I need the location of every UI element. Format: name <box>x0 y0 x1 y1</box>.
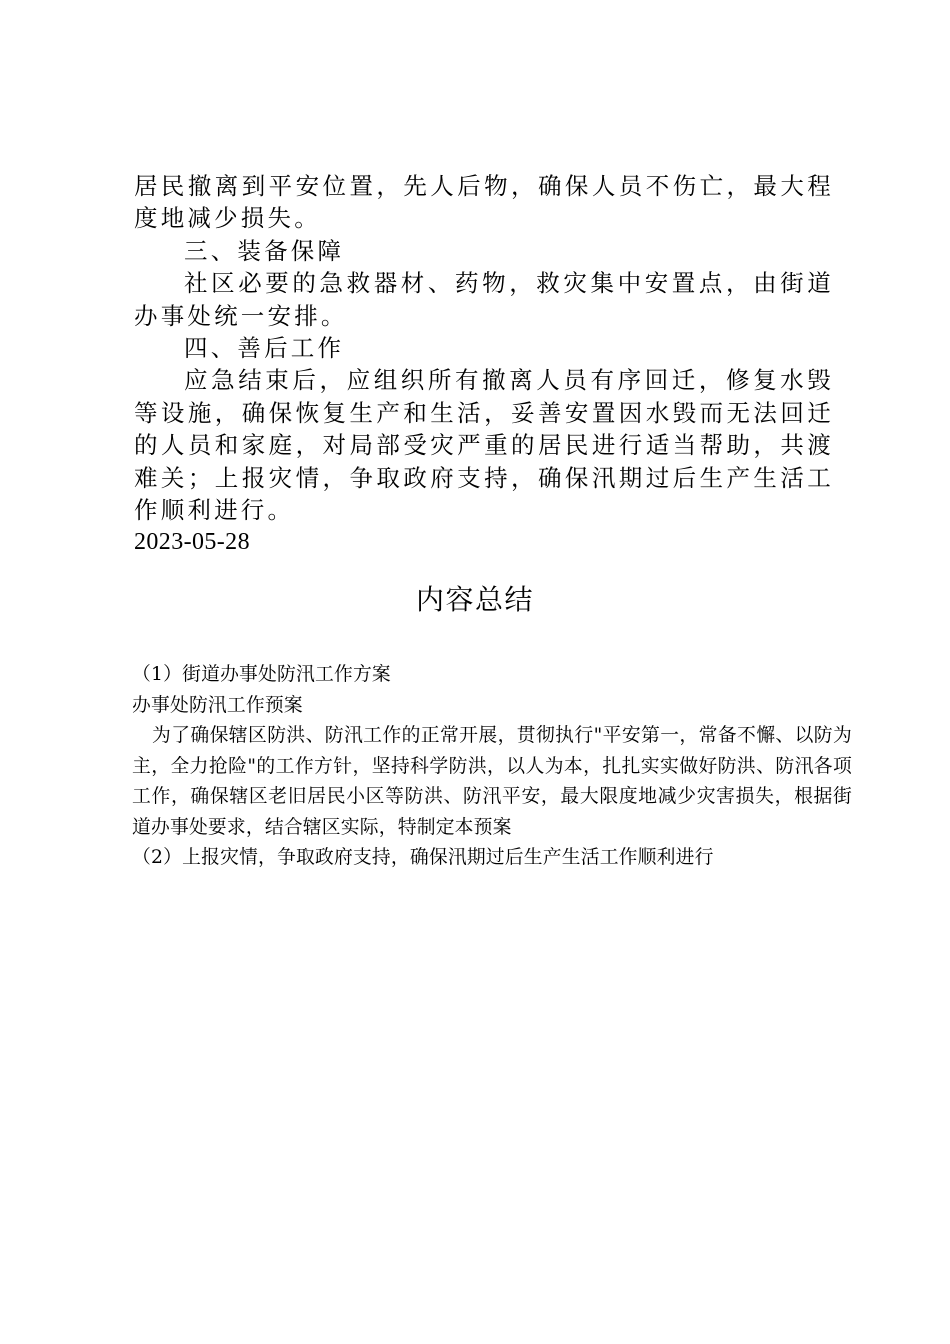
summary-item-1-subtitle: 办事处防汛工作预案 <box>132 694 303 716</box>
summary-item-1: （1）街道办事处防汛工作方案 <box>132 664 391 685</box>
section-heading-equipment: 三、装备保障 <box>184 236 345 265</box>
paragraph-equipment: 社区必要的急救器材、药物，救灾集中安置点，由街道办事处统一安排。 <box>134 269 834 330</box>
summary-item-1-paragraph: 为了确保辖区防洪、防汛工作的正常开展，贯彻执行"平安第一，常备不懈、以防为主，全力抢险"的工作方针，坚持科学防洪，以人为本，扎扎实实做好防洪、防汛各项工作，确保辖区老旧居民小区等防洪、防汛平安，最大限度地减少灾害损失，根据街道办事处要求，结合辖区实际，特制定本预案 <box>132 725 852 838</box>
summary-section <box>132 660 852 874</box>
document-body <box>134 170 834 559</box>
document-date: 2023-05-28 <box>134 529 250 556</box>
paragraph-aftermath: 应急结束后，应组织所有撤离人员有序回迁，修复水毁等设施，确保恢复生产和生活，妥善安置因水毁而无法回迁的人员和家庭，对局部受灾严重的居民进行适当帮助，共渡难关；上报灾情，争取政府支持，确保汛期过后生产生活工作顺利进行。 <box>134 366 834 525</box>
summary-item-2: （2）上报灾情，争取政府支持，确保汛期过后生产生活工作顺利进行 <box>132 847 714 868</box>
paragraph-evacuation: 居民撤离到平安位置，先人后物，确保人员不伤亡，最大程度地减少损失。 <box>134 172 834 233</box>
section-heading-aftermath: 四、善后工作 <box>184 334 345 363</box>
summary-title: 内容总结 <box>415 583 534 616</box>
